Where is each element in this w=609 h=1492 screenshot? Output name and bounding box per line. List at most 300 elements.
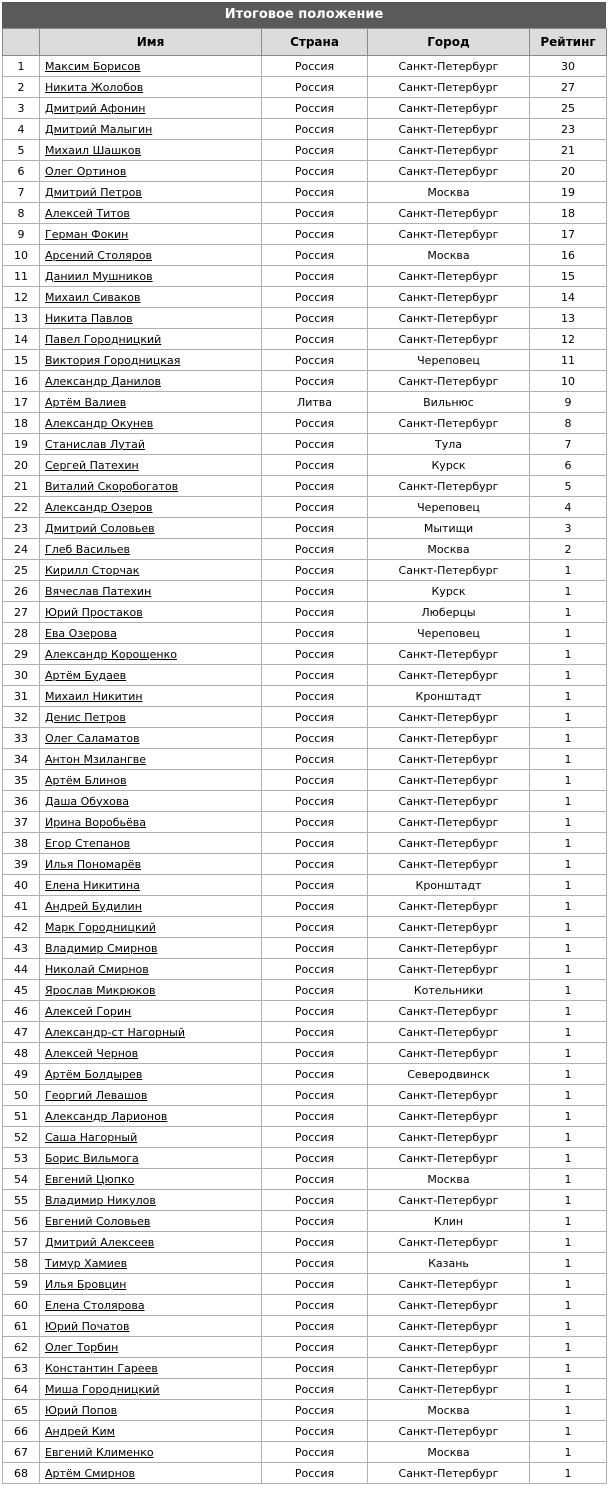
player-name-link[interactable]: Владимир Смирнов <box>45 941 158 955</box>
standings-panel <box>2 2 606 1484</box>
player-name-cell <box>40 707 262 728</box>
country-cell: Россия <box>262 539 368 560</box>
rank-cell: 9 <box>3 224 40 245</box>
rank-cell: 4 <box>3 119 40 140</box>
rank-cell: 40 <box>3 875 40 896</box>
player-name-link[interactable]: Антон Мзилангве <box>45 752 147 766</box>
table-row <box>3 938 607 959</box>
city-cell: Курск <box>368 455 530 476</box>
player-name-cell <box>40 1379 262 1400</box>
rank-cell: 45 <box>3 980 40 1001</box>
player-name-link[interactable]: Дмитрий Соловьев <box>45 521 155 535</box>
table-row <box>3 476 607 497</box>
country-cell: Россия <box>262 1295 368 1316</box>
table-row <box>3 707 607 728</box>
country-cell: Россия <box>262 644 368 665</box>
rating-cell: 1 <box>530 1295 607 1316</box>
player-name-link[interactable]: Сергей Патехин <box>45 458 139 472</box>
player-name-link[interactable]: Артём Болдырев <box>45 1067 143 1081</box>
player-name-link[interactable]: Юрий Попов <box>45 1403 118 1417</box>
country-cell: Россия <box>262 707 368 728</box>
table-row <box>3 560 607 581</box>
rank-cell: 15 <box>3 350 40 371</box>
country-cell: Россия <box>262 1211 368 1232</box>
rank-cell: 20 <box>3 455 40 476</box>
player-name-cell <box>40 665 262 686</box>
rank-cell: 63 <box>3 1358 40 1379</box>
country-cell: Россия <box>262 1043 368 1064</box>
player-name-link[interactable]: Станислав Лутай <box>45 437 146 451</box>
table-row <box>3 77 607 98</box>
player-name-cell <box>40 1400 262 1421</box>
country-cell: Россия <box>262 770 368 791</box>
rating-cell: 1 <box>530 791 607 812</box>
country-cell: Россия <box>262 203 368 224</box>
table-row <box>3 308 607 329</box>
rank-cell: 26 <box>3 581 40 602</box>
country-cell: Россия <box>262 497 368 518</box>
table-row <box>3 1274 607 1295</box>
city-cell: Санкт-Петербург <box>368 896 530 917</box>
rating-cell: 10 <box>530 371 607 392</box>
table-row <box>3 1253 607 1274</box>
table-row <box>3 665 607 686</box>
player-name-cell <box>40 413 262 434</box>
rank-cell: 18 <box>3 413 40 434</box>
player-name-link[interactable]: Виктория Городницкая <box>45 353 181 367</box>
header-rating: Рейтинг <box>530 29 607 56</box>
rating-cell: 7 <box>530 434 607 455</box>
rating-cell: 1 <box>530 602 607 623</box>
player-name-cell <box>40 245 262 266</box>
country-cell: Россия <box>262 1169 368 1190</box>
rank-cell: 30 <box>3 665 40 686</box>
country-cell: Россия <box>262 560 368 581</box>
player-name-link[interactable]: Елена Никитина <box>45 878 140 892</box>
rank-cell: 2 <box>3 77 40 98</box>
rank-cell: 59 <box>3 1274 40 1295</box>
rating-cell: 15 <box>530 266 607 287</box>
player-name-link[interactable]: Олег Саламатов <box>45 731 140 745</box>
rank-cell: 35 <box>3 770 40 791</box>
player-name-cell <box>40 770 262 791</box>
rank-cell: 21 <box>3 476 40 497</box>
header-name: Имя <box>40 29 262 56</box>
country-cell: Россия <box>262 1127 368 1148</box>
player-name-link[interactable]: Ирина Воробьёва <box>45 815 147 829</box>
rank-cell: 46 <box>3 1001 40 1022</box>
player-name-link[interactable]: Михаил Никитин <box>45 689 143 703</box>
player-name-link[interactable]: Юрий Простаков <box>45 605 143 619</box>
country-cell: Россия <box>262 602 368 623</box>
table-row <box>3 1127 607 1148</box>
city-cell: Санкт-Петербург <box>368 476 530 497</box>
player-name-cell <box>40 1022 262 1043</box>
table-row <box>3 1148 607 1169</box>
rank-cell: 33 <box>3 728 40 749</box>
rating-cell: 1 <box>530 1064 607 1085</box>
city-cell: Кронштадт <box>368 875 530 896</box>
player-name-link[interactable]: Артём Блинов <box>45 773 127 787</box>
rank-cell: 25 <box>3 560 40 581</box>
rating-cell: 1 <box>530 875 607 896</box>
player-name-link[interactable]: Максим Борисов <box>45 59 141 73</box>
table-row <box>3 455 607 476</box>
player-name-link[interactable]: Артём Валиев <box>45 395 127 409</box>
country-cell: Россия <box>262 455 368 476</box>
country-cell: Россия <box>262 161 368 182</box>
city-cell: Санкт-Петербург <box>368 77 530 98</box>
table-row <box>3 1001 607 1022</box>
country-cell: Россия <box>262 686 368 707</box>
player-name-cell <box>40 350 262 371</box>
city-cell: Санкт-Петербург <box>368 812 530 833</box>
player-name-link[interactable]: Ева Озерова <box>45 626 117 640</box>
rank-cell: 1 <box>3 56 40 77</box>
player-name-link[interactable]: Алексей Чернов <box>45 1046 139 1060</box>
player-name-link[interactable]: Арсений Столяров <box>45 248 152 262</box>
header-city: Город <box>368 29 530 56</box>
rank-cell: 67 <box>3 1442 40 1463</box>
player-name-cell <box>40 203 262 224</box>
country-cell: Россия <box>262 1421 368 1442</box>
country-cell: Россия <box>262 245 368 266</box>
player-name-link[interactable]: Елена Столярова <box>45 1298 145 1312</box>
player-name-link[interactable]: Михаил Шашков <box>45 143 141 157</box>
country-cell: Россия <box>262 1463 368 1484</box>
player-name-cell <box>40 749 262 770</box>
country-cell: Россия <box>262 476 368 497</box>
city-cell: Санкт-Петербург <box>368 1148 530 1169</box>
player-name-link[interactable]: Юрий Початов <box>45 1319 130 1333</box>
country-cell: Россия <box>262 791 368 812</box>
country-cell: Россия <box>262 329 368 350</box>
table-row <box>3 413 607 434</box>
rank-cell: 61 <box>3 1316 40 1337</box>
player-name-link[interactable]: Александр Озеров <box>45 500 153 514</box>
city-cell: Санкт-Петербург <box>368 749 530 770</box>
player-name-link[interactable]: Миша Городницкий <box>45 1382 160 1396</box>
country-cell: Россия <box>262 1148 368 1169</box>
table-row <box>3 287 607 308</box>
rating-cell: 1 <box>530 1253 607 1274</box>
player-name-cell <box>40 1295 262 1316</box>
rank-cell: 29 <box>3 644 40 665</box>
player-name-cell <box>40 1043 262 1064</box>
city-cell: Санкт-Петербург <box>368 287 530 308</box>
player-name-cell <box>40 371 262 392</box>
country-cell: Россия <box>262 1064 368 1085</box>
rank-cell: 58 <box>3 1253 40 1274</box>
rating-cell: 19 <box>530 182 607 203</box>
table-row <box>3 497 607 518</box>
table-row <box>3 182 607 203</box>
player-name-cell <box>40 623 262 644</box>
table-row <box>3 1064 607 1085</box>
rating-cell: 25 <box>530 98 607 119</box>
rating-cell: 1 <box>530 1463 607 1484</box>
country-cell: Россия <box>262 140 368 161</box>
country-cell: Россия <box>262 413 368 434</box>
player-name-link[interactable]: Тимур Хамиев <box>45 1256 128 1270</box>
country-cell: Россия <box>262 1106 368 1127</box>
player-name-link[interactable]: Александр Данилов <box>45 374 161 388</box>
rating-cell: 1 <box>530 749 607 770</box>
country-cell: Россия <box>262 581 368 602</box>
table-row <box>3 812 607 833</box>
player-name-cell <box>40 875 262 896</box>
player-name-link[interactable]: Александр Корощенко <box>45 647 177 661</box>
player-name-cell <box>40 1148 262 1169</box>
player-name-link[interactable]: Александр Окунев <box>45 416 154 430</box>
country-cell: Россия <box>262 287 368 308</box>
rating-cell: 30 <box>530 56 607 77</box>
player-name-cell <box>40 140 262 161</box>
player-name-link[interactable]: Дмитрий Петров <box>45 185 142 199</box>
player-name-link[interactable]: Вячеслав Патехин <box>45 584 152 598</box>
player-name-link[interactable]: Евгений Клименко <box>45 1445 154 1459</box>
table-row <box>3 350 607 371</box>
city-cell: Санкт-Петербург <box>368 98 530 119</box>
country-cell: Россия <box>262 1442 368 1463</box>
city-cell: Санкт-Петербург <box>368 959 530 980</box>
table-row <box>3 1400 607 1421</box>
table-row <box>3 392 607 413</box>
city-cell: Санкт-Петербург <box>368 1421 530 1442</box>
player-name-link[interactable]: Алексей Титов <box>45 206 130 220</box>
player-name-link[interactable]: Денис Петров <box>45 710 126 724</box>
player-name-cell <box>40 728 262 749</box>
player-name-cell <box>40 1127 262 1148</box>
rank-cell: 23 <box>3 518 40 539</box>
player-name-link[interactable]: Константин Гареев <box>45 1361 158 1375</box>
player-name-link[interactable]: Николай Смирнов <box>45 962 149 976</box>
player-name-cell <box>40 1421 262 1442</box>
city-cell: Санкт-Петербург <box>368 119 530 140</box>
player-name-cell <box>40 1106 262 1127</box>
table-row <box>3 266 607 287</box>
player-name-cell <box>40 77 262 98</box>
rating-cell: 1 <box>530 1043 607 1064</box>
rating-cell: 2 <box>530 539 607 560</box>
city-cell: Вильнюс <box>368 392 530 413</box>
player-name-link[interactable]: Артём Будаев <box>45 668 127 682</box>
country-cell: Россия <box>262 1022 368 1043</box>
city-cell: Санкт-Петербург <box>368 1274 530 1295</box>
rating-cell: 13 <box>530 308 607 329</box>
rank-cell: 41 <box>3 896 40 917</box>
player-name-link[interactable]: Ярослав Микрюков <box>45 983 156 997</box>
player-name-cell <box>40 1337 262 1358</box>
player-name-link[interactable]: Владимир Никулов <box>45 1193 156 1207</box>
country-cell: Россия <box>262 98 368 119</box>
rank-cell: 8 <box>3 203 40 224</box>
header-number <box>3 29 40 56</box>
player-name-link[interactable]: Дмитрий Алексеев <box>45 1235 155 1249</box>
country-cell: Россия <box>262 1274 368 1295</box>
table-row <box>3 1358 607 1379</box>
table-row <box>3 623 607 644</box>
table-header <box>3 29 607 56</box>
player-name-link[interactable]: Алексей Горин <box>45 1004 132 1018</box>
country-cell: Россия <box>262 812 368 833</box>
table-row <box>3 1421 607 1442</box>
rank-cell: 24 <box>3 539 40 560</box>
player-name-link[interactable]: Егор Степанов <box>45 836 131 850</box>
player-name-link[interactable]: Андрей Ким <box>45 1424 115 1438</box>
city-cell: Кронштадт <box>368 686 530 707</box>
country-cell: Россия <box>262 56 368 77</box>
country-cell: Россия <box>262 119 368 140</box>
player-name-link[interactable]: Марк Городницкий <box>45 920 156 934</box>
player-name-link[interactable]: Александр Ларионов <box>45 1109 168 1123</box>
player-name-link[interactable]: Олег Ортинов <box>45 164 127 178</box>
table-row <box>3 140 607 161</box>
rating-cell: 1 <box>530 980 607 1001</box>
table-row <box>3 518 607 539</box>
country-cell: Россия <box>262 182 368 203</box>
player-name-cell <box>40 812 262 833</box>
country-cell: Россия <box>262 728 368 749</box>
player-name-cell <box>40 1064 262 1085</box>
city-cell: Санкт-Петербург <box>368 1358 530 1379</box>
rank-cell: 53 <box>3 1148 40 1169</box>
city-cell: Санкт-Петербург <box>368 1463 530 1484</box>
city-cell: Москва <box>368 245 530 266</box>
table-row <box>3 1463 607 1484</box>
rating-cell: 1 <box>530 1148 607 1169</box>
rating-cell: 1 <box>530 1358 607 1379</box>
rating-cell: 1 <box>530 1085 607 1106</box>
country-cell: Россия <box>262 518 368 539</box>
player-name-link[interactable]: Даша Обухова <box>45 794 130 808</box>
player-name-link[interactable]: Артём Смирнов <box>45 1466 135 1480</box>
player-name-cell <box>40 98 262 119</box>
player-name-link[interactable]: Илья Бровцин <box>45 1277 127 1291</box>
city-cell: Санкт-Петербург <box>368 1190 530 1211</box>
city-cell: Северодвинск <box>368 1064 530 1085</box>
player-name-cell <box>40 161 262 182</box>
city-cell: Курск <box>368 581 530 602</box>
country-cell: Россия <box>262 308 368 329</box>
rank-cell: 50 <box>3 1085 40 1106</box>
rating-cell: 1 <box>530 896 607 917</box>
rank-cell: 57 <box>3 1232 40 1253</box>
table-row <box>3 203 607 224</box>
player-name-cell <box>40 602 262 623</box>
player-name-cell <box>40 560 262 581</box>
country-cell: Россия <box>262 1190 368 1211</box>
rating-cell: 1 <box>530 1169 607 1190</box>
player-name-cell <box>40 308 262 329</box>
rating-cell: 18 <box>530 203 607 224</box>
rank-cell: 37 <box>3 812 40 833</box>
rating-cell: 1 <box>530 1232 607 1253</box>
player-name-link[interactable]: Андрей Будилин <box>45 899 142 913</box>
player-name-link[interactable]: Никита Жолобов <box>45 80 144 94</box>
country-cell: Россия <box>262 434 368 455</box>
player-name-link[interactable]: Илья Пономарёв <box>45 857 142 871</box>
country-cell: Россия <box>262 833 368 854</box>
table-row <box>3 1232 607 1253</box>
player-name-link[interactable]: Павел Городницкий <box>45 332 162 346</box>
rank-cell: 47 <box>3 1022 40 1043</box>
player-name-link[interactable]: Кирилл Сторчак <box>45 563 140 577</box>
player-name-link[interactable]: Борис Вильмога <box>45 1151 139 1165</box>
rating-cell: 1 <box>530 770 607 791</box>
rating-cell: 3 <box>530 518 607 539</box>
table-title: Итоговое положение <box>2 2 606 28</box>
player-name-link[interactable]: Евгений Цюпко <box>45 1172 135 1186</box>
player-name-link[interactable]: Дмитрий Афонин <box>45 101 146 115</box>
country-cell: Россия <box>262 1400 368 1421</box>
player-name-cell <box>40 938 262 959</box>
rating-cell: 27 <box>530 77 607 98</box>
city-cell: Санкт-Петербург <box>368 917 530 938</box>
player-name-cell <box>40 119 262 140</box>
rating-cell: 1 <box>530 665 607 686</box>
player-name-link[interactable]: Олег Торбин <box>45 1340 119 1354</box>
country-cell: Россия <box>262 623 368 644</box>
country-cell: Россия <box>262 1253 368 1274</box>
player-name-link[interactable]: Виталий Скоробогатов <box>45 479 179 493</box>
table-row <box>3 119 607 140</box>
player-name-link[interactable]: Саша Нагорный <box>45 1130 138 1144</box>
player-name-cell <box>40 581 262 602</box>
table-row <box>3 434 607 455</box>
player-name-cell <box>40 1085 262 1106</box>
player-name-cell <box>40 56 262 77</box>
player-name-cell <box>40 287 262 308</box>
rank-cell: 28 <box>3 623 40 644</box>
player-name-cell <box>40 1358 262 1379</box>
rating-cell: 20 <box>530 161 607 182</box>
city-cell: Санкт-Петербург <box>368 728 530 749</box>
rank-cell: 52 <box>3 1127 40 1148</box>
table-row <box>3 56 607 77</box>
rank-cell: 68 <box>3 1463 40 1484</box>
player-name-cell <box>40 266 262 287</box>
player-name-link[interactable]: Михаил Сиваков <box>45 290 141 304</box>
player-name-cell <box>40 980 262 1001</box>
rank-cell: 17 <box>3 392 40 413</box>
player-name-link[interactable]: Никита Павлов <box>45 311 133 325</box>
player-name-link[interactable]: Дмитрий Малыгин <box>45 122 153 136</box>
player-name-link[interactable]: Даниил Мушников <box>45 269 153 283</box>
player-name-cell <box>40 1169 262 1190</box>
rating-cell: 1 <box>530 1022 607 1043</box>
city-cell: Санкт-Петербург <box>368 665 530 686</box>
table-row <box>3 1337 607 1358</box>
player-name-link[interactable]: Георгий Левашов <box>45 1088 148 1102</box>
city-cell: Санкт-Петербург <box>368 1295 530 1316</box>
rating-cell: 1 <box>530 1400 607 1421</box>
player-name-link[interactable]: Александр-ст Нагорный <box>45 1025 185 1039</box>
table-row <box>3 371 607 392</box>
city-cell: Санкт-Петербург <box>368 56 530 77</box>
player-name-cell <box>40 917 262 938</box>
player-name-link[interactable]: Евгений Соловьев <box>45 1214 151 1228</box>
city-cell: Санкт-Петербург <box>368 644 530 665</box>
player-name-link[interactable]: Герман Фокин <box>45 227 129 241</box>
player-name-link[interactable]: Глеб Васильев <box>45 542 131 556</box>
table-row <box>3 1379 607 1400</box>
city-cell: Санкт-Петербург <box>368 1127 530 1148</box>
city-cell: Санкт-Петербург <box>368 161 530 182</box>
table-row <box>3 833 607 854</box>
city-cell: Санкт-Петербург <box>368 1337 530 1358</box>
rating-cell: 21 <box>530 140 607 161</box>
